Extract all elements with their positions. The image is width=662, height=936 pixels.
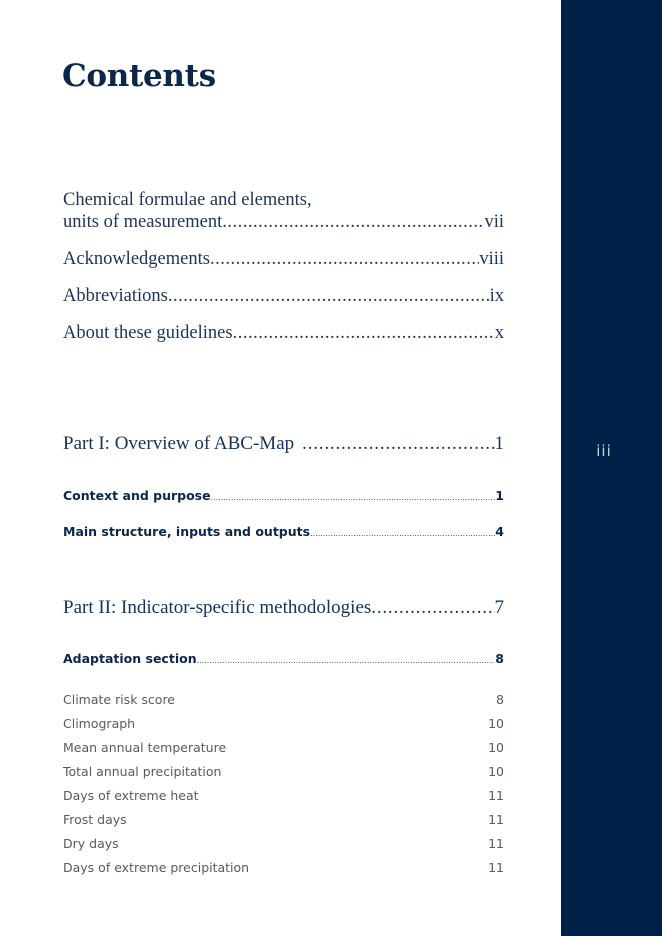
toc-entry-chemical-formulae-line1: Chemical formulae and elements, bbox=[63, 190, 312, 210]
toc-part-2-heading[interactable] bbox=[63, 597, 504, 619]
leader-dots bbox=[222, 212, 484, 233]
toc-sub-item[interactable] bbox=[63, 855, 504, 879]
toc-part-1-heading[interactable] bbox=[63, 433, 504, 455]
sub-item-label: Total annual precipitation bbox=[63, 763, 222, 779]
toc-section-adaptation[interactable] bbox=[63, 651, 504, 666]
leader-dots bbox=[211, 493, 496, 502]
sub-item-page: 11 bbox=[488, 859, 504, 875]
section-label: Context and purpose bbox=[63, 488, 211, 503]
sub-item-page: 10 bbox=[488, 715, 504, 731]
leader-dots bbox=[371, 597, 494, 619]
sub-item-page: 11 bbox=[488, 787, 504, 803]
toc-sub-item[interactable] bbox=[63, 831, 504, 855]
toc-sub-item[interactable] bbox=[63, 807, 504, 831]
sub-item-label: Mean annual temperature bbox=[63, 739, 227, 755]
toc-entry-abbreviations[interactable] bbox=[63, 286, 504, 307]
sub-item-page: 10 bbox=[488, 739, 504, 755]
toc-entry-label: About these guidelines bbox=[63, 323, 233, 343]
side-band bbox=[561, 0, 662, 936]
sub-item-page: 11 bbox=[488, 811, 504, 827]
toc-entry-label: Abbreviations bbox=[63, 286, 168, 306]
leader-dots bbox=[233, 323, 495, 344]
toc-entry-acknowledgements[interactable] bbox=[63, 249, 504, 270]
toc-sub-item[interactable] bbox=[63, 783, 504, 807]
sub-item-label: Days of extreme precipitation bbox=[63, 859, 250, 875]
part-heading-label: Part II: Indicator-specific methodologies bbox=[63, 597, 372, 618]
section-label: Main structure, inputs and outputs bbox=[63, 524, 311, 539]
sub-item-label: Climograph bbox=[63, 715, 136, 731]
toc-sub-item[interactable] bbox=[63, 711, 504, 735]
section-label: Adaptation section bbox=[63, 651, 197, 666]
toc-entry-label: units of measurement bbox=[63, 212, 223, 232]
sub-item-page: 11 bbox=[488, 835, 504, 851]
toc-entry-units-of-measurement[interactable] bbox=[63, 212, 504, 233]
section-page: 8 bbox=[495, 651, 504, 666]
leader-dots bbox=[302, 433, 494, 455]
toc-entry-page: viii bbox=[479, 249, 504, 269]
toc-sub-item[interactable] bbox=[63, 687, 504, 711]
toc-entry-about-guidelines[interactable] bbox=[63, 323, 504, 344]
part-heading-page: 7 bbox=[494, 597, 504, 618]
toc-section-context-purpose[interactable] bbox=[63, 488, 504, 503]
toc-sub-item[interactable] bbox=[63, 759, 504, 783]
sub-item-label: Dry days bbox=[63, 835, 119, 851]
section-page: 4 bbox=[495, 524, 504, 539]
toc-entry-page: x bbox=[494, 323, 504, 343]
sub-item-label: Days of extreme heat bbox=[63, 787, 199, 803]
toc-sub-list bbox=[63, 687, 504, 879]
section-page: 1 bbox=[495, 488, 504, 503]
toc-entry-page: ix bbox=[489, 286, 504, 306]
sub-item-page: 8 bbox=[496, 691, 504, 707]
part-heading-page: 1 bbox=[494, 433, 504, 454]
page-title: Contents bbox=[62, 58, 216, 94]
leader-dots bbox=[310, 529, 495, 538]
sub-item-page: 10 bbox=[488, 763, 504, 779]
toc-sub-item[interactable] bbox=[63, 735, 504, 759]
page-number: iii bbox=[596, 442, 612, 460]
part-heading-label: Part I: Overview of ABC-Map bbox=[63, 433, 295, 454]
sub-item-label: Frost days bbox=[63, 811, 127, 827]
leader-dots bbox=[210, 249, 479, 270]
leader-dots bbox=[197, 656, 496, 665]
sub-item-label: Climate risk score bbox=[63, 691, 175, 707]
toc-section-main-structure[interactable] bbox=[63, 524, 504, 539]
toc-entry-page: vii bbox=[484, 212, 504, 232]
leader-dots bbox=[168, 286, 490, 307]
toc-entry-label: Acknowledgements bbox=[63, 249, 210, 269]
